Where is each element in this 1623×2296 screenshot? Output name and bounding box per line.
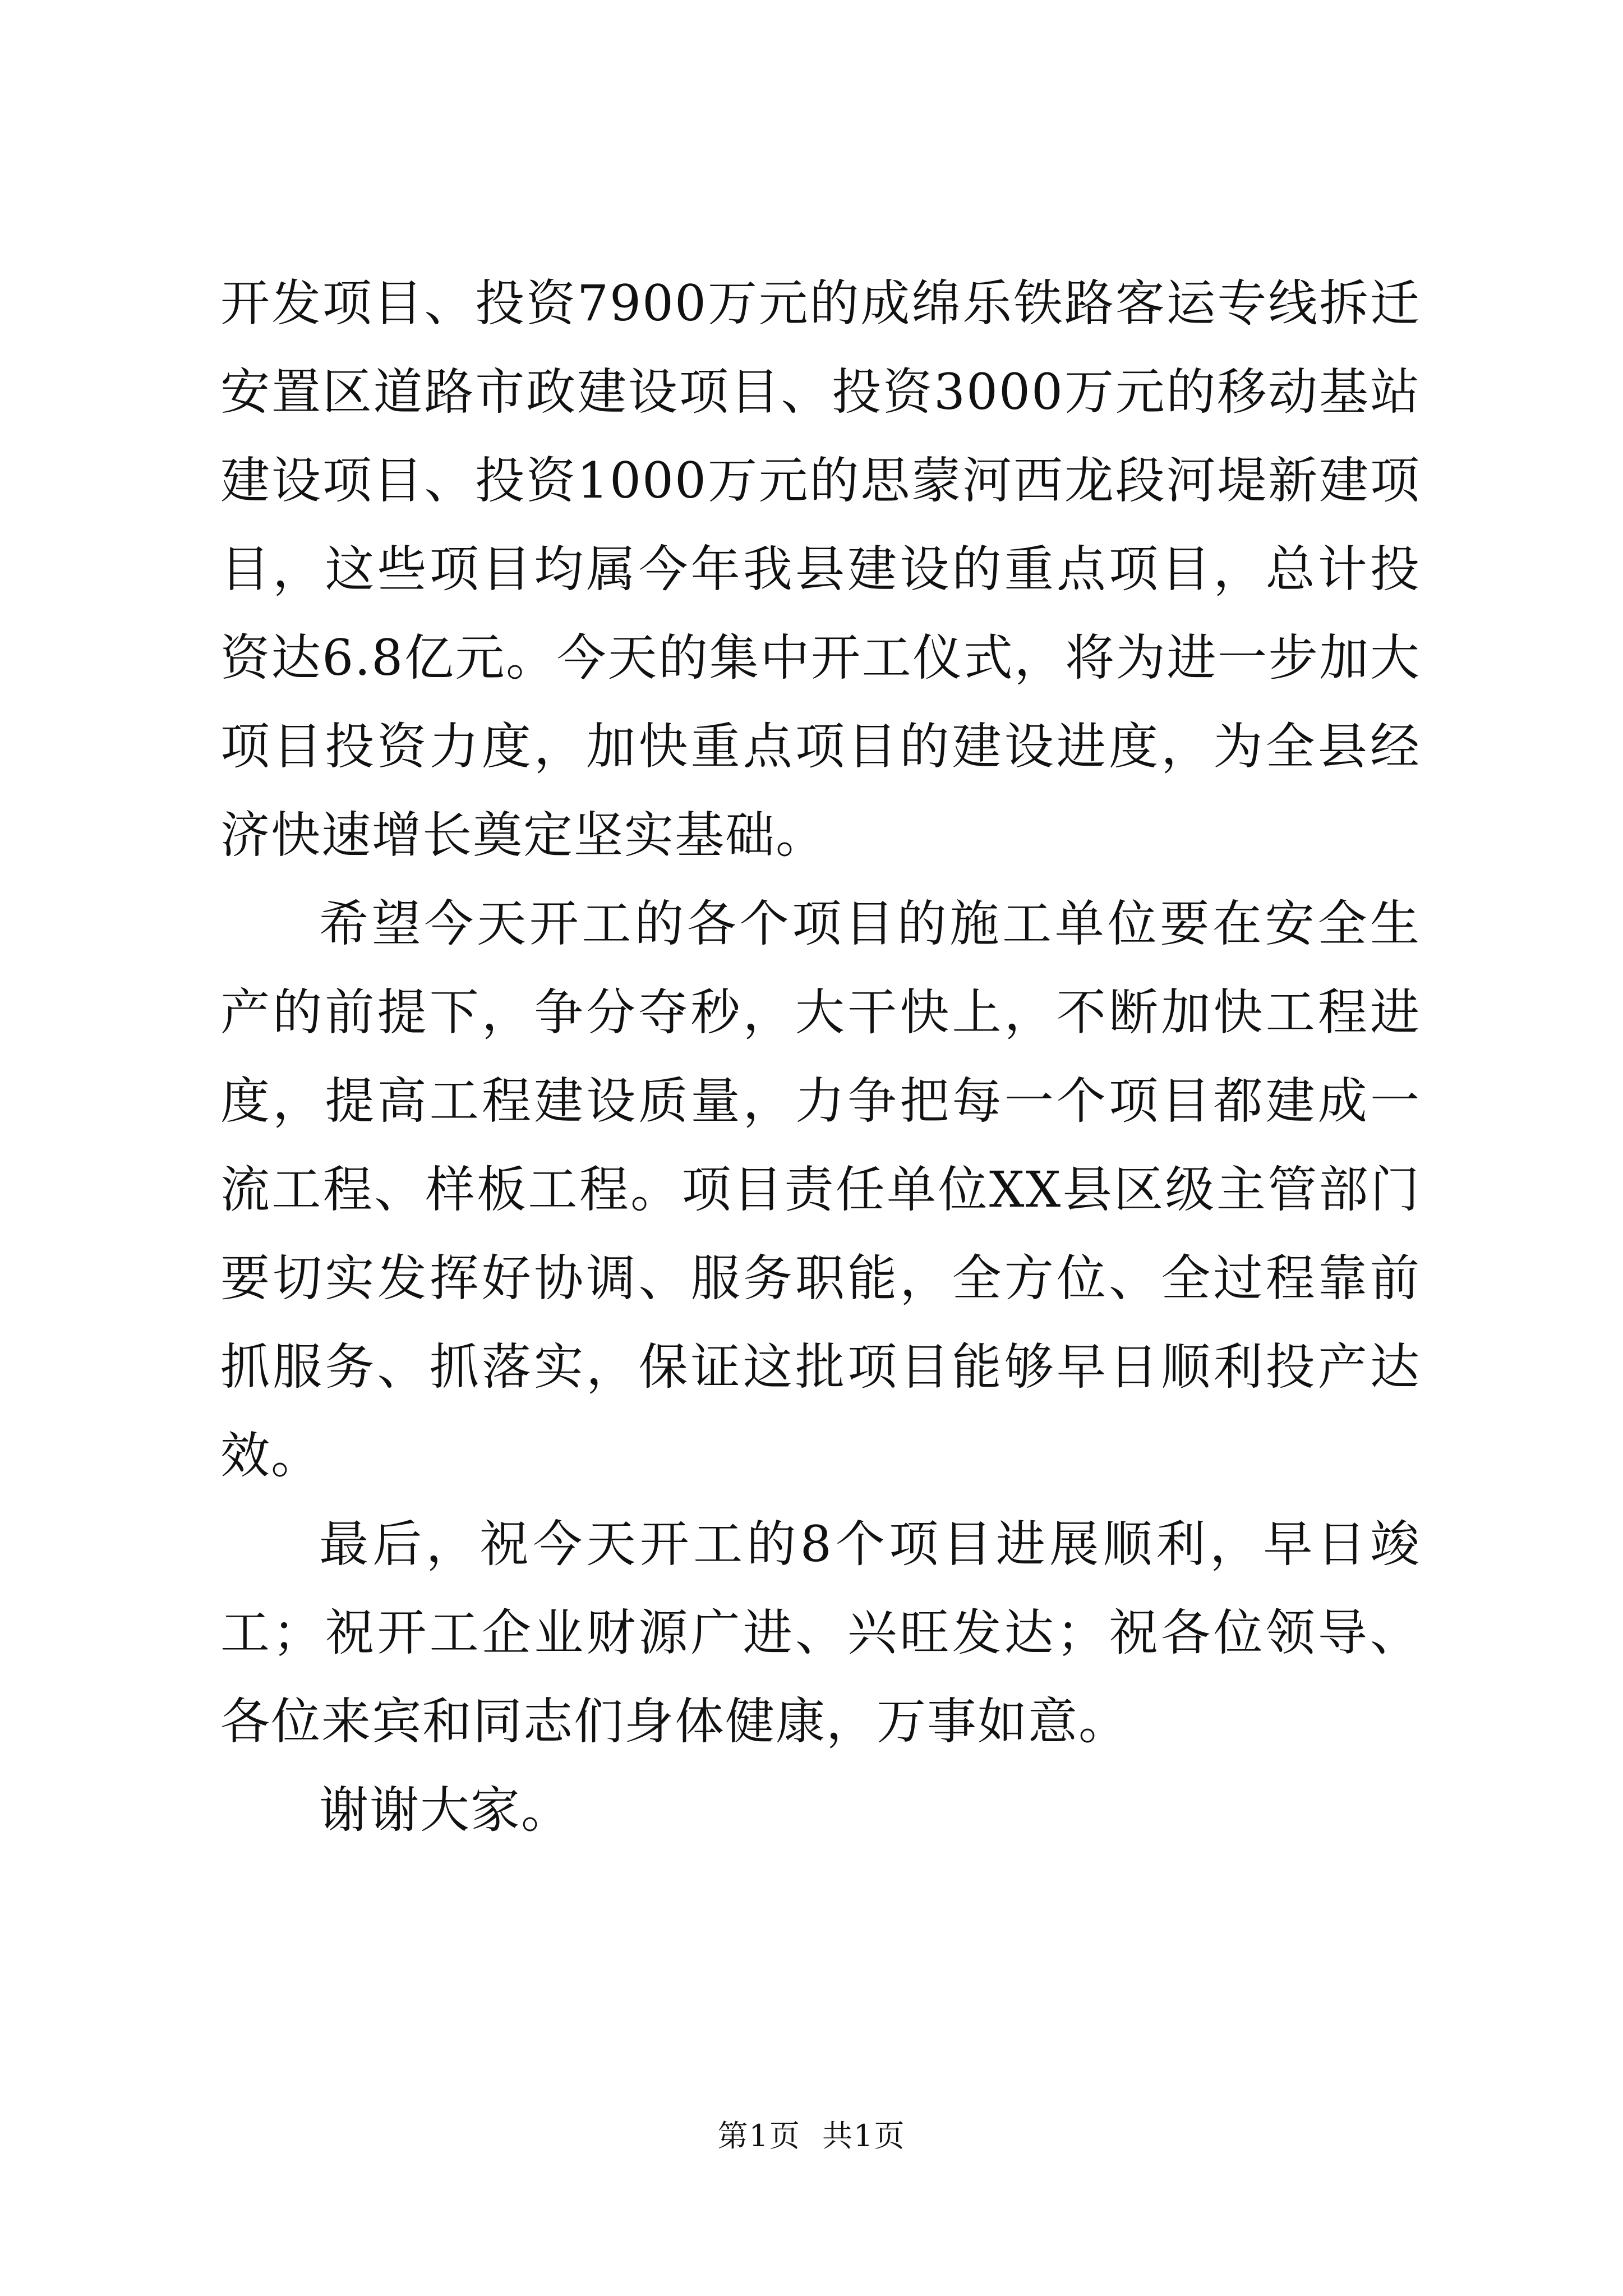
page-total: 共1页 bbox=[822, 2118, 906, 2154]
paragraph-3: 最后，祝今天开工的8个项目进展顺利，早日竣工；祝开工企业财源广进、兴旺发达；祝各位领导、各位来宾和同志们身体健康，万事如意。 bbox=[220, 1515, 1421, 1750]
page-footer bbox=[0, 2114, 1623, 2159]
page-number: 第1页 bbox=[717, 2118, 801, 2154]
paragraph-1: 开发项目、投资7900万元的成绵乐铁路客运专线拆迁安置区道路市政建设项目、投资3000万元的移动基站建设项目、投资1000万元的思蒙河西龙段河堤新建项目，这些项目均属今年我县建设的重点项目，总计投资达6.8亿元。今天的集中开工仪式，将为进一步加大项目投资力度，加快重点项目的建设进度，为全县经济快速增长奠定坚实基础。 bbox=[220, 274, 1421, 864]
document-body bbox=[220, 259, 1421, 1855]
paragraph-2: 希望今天开工的各个项目的施工单位要在安全生产的前提下，争分夺秒，大干快上，不断加快工程进度，提高工程建设质量，力争把每一个项目都建成一流工程、样板工程。项目责任单位XX县区级主管部门要切实发挥好协调、服务职能，全方位、全过程靠前抓服务、抓落实，保证这批项目能够早日顺利投产达效。 bbox=[220, 895, 1421, 1484]
paragraph-4: 谢谢大家。 bbox=[319, 1781, 572, 1839]
